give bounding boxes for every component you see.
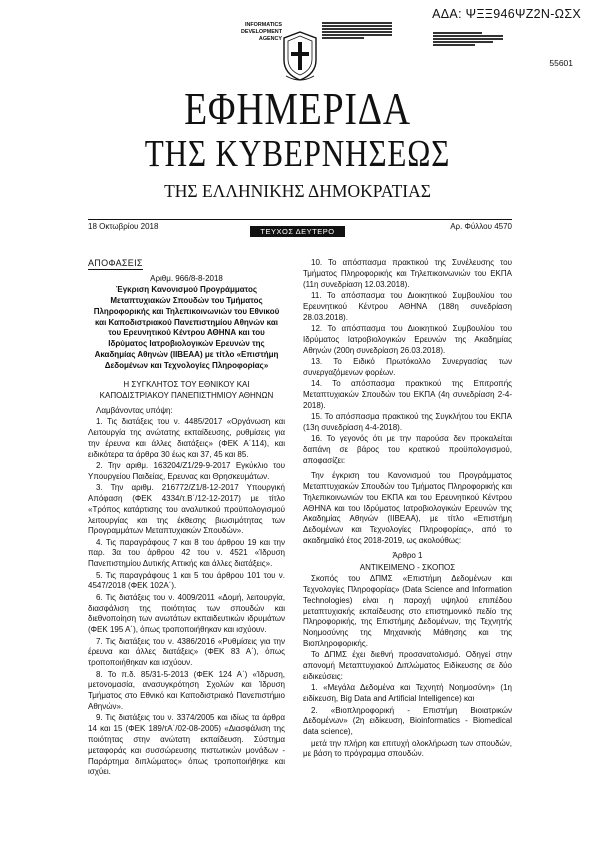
list-item: 13. Το Ειδικό Πρωτόκολλο Συνεργασίας των συνεργαζόμενων φορέων. (303, 356, 512, 377)
article-paragraph: Το ΔΠΜΣ έχει διεθνή προσανατολισμό. Οδηγεί στην απονομή Μεταπτυχιακού Διπλώματος Ειδίκευσης σε δύο ειδικεύσεις: (303, 650, 512, 682)
list-item: 6. Τις διατάξεις του ν. 4009/2011 «Δομή, λειτουργία, διασφάλιση της ποιότητας των σπουδών και διεθνοποίηση των ανωτάτων εκπαιδευτικών ιδρυμάτων (ΦΕΚ 195 Α΄), όπως τροποποιήθηκαν και ισχύουν. (88, 592, 285, 635)
agency-caption: INFORMATICS DEVELOPMENT AGENCY (240, 22, 282, 42)
list-item: 14. Το απόσπασμα πρακτικού της Επιτροπής Μεταπτυχιακών Σπουδών του ΕΚΠΑ (4η συνεδρίαση 2-4-2018). (303, 379, 512, 410)
issue-sheet-number: Αρ. Φύλλου 4570 (450, 222, 512, 231)
section-heading: ΑΠΟΦΑΣΕΙΣ (88, 258, 143, 268)
specialization-item: 2. «Βιοπληροφορική - Επιστήμη Βιοιατρικών Δεδομένων» (2η ειδίκευση, Bioinformatics - Biomedical data science), (303, 705, 512, 737)
decision-number: Αριθμ. 966/8-8-2018 (150, 273, 223, 283)
issuing-authority: Η ΣΥΓΚΛΗΤΟΣ ΤΟΥ ΕΘΝΙΚΟΥ ΚΑΙ ΚΑΠΟΔΙΣΤΡΙΑΚΟΥ ΠΑΝΕΠΙΣΤΗΜΙΟΥ ΑΘΗΝΩΝ (99, 380, 274, 400)
ada-code: ΑΔΑ: ΨΞΞ946ΨΖ2Ν-ΩΣΧ (432, 7, 581, 21)
list-item: 12. Το απόσπασμα του Διοικητικού Συμβουλίου του Ιδρύματος Ιατροβιολογικών Ερευνών της Ακαδημίας Αθηνών (200η συνεδρίαση 26.03.2018). (303, 323, 512, 355)
masthead-subtitle: ΤΗΣ ΚΥΒΕΡΝΗΣΕΩΣ (144, 133, 451, 175)
watermark-text-block (322, 22, 392, 39)
issue-volume: ΤΕΥΧΟΣ ΔΕΥΤΕΡΟ (250, 226, 344, 237)
list-item: 16. Το γεγονός ότι με την παρούσα δεν προκαλείται δαπάνη σε βάρος του κρατικού προϋπολογισμού, αποφασίζει: (303, 434, 512, 465)
approval-paragraph: Την έγκριση του Κανονισμού του Προγράμματος Μεταπτυχιακών Σπουδών του Τμήματος Πληροφορικής και Τηλεπικοινωνιών του ΕΚΠΑ και του Ερευνητικού Κέντρου ΑΘΗΝΑ και του Ιδρύματος Ιατροβιολογικών Ερευνών της Ακαδημίας Αθηνών (ΙΙΒΕΑΑ), με τίτλο «Επιστήμη Δεδομένων και Τεχνολογίες Πληροφορίας», από το ακαδημαϊκό έτος 2018-2019, ως ακολούθως: (303, 471, 512, 546)
list-item: 4. Τις παραγράφους 7 και 8 του άρθρου 19 και την παρ. 3α του άρθρου 42 του ν. 4521 «Ίδρυση Πανεπιστημίου Δυτικής Αττικής και άλλες διατάξεις». (88, 537, 285, 569)
republic-subtitle: ΤΗΣ ΕΛΛΗΝΙΚΗΣ ΔΗΜΟΚΡΑΤΙΑΣ (164, 181, 431, 201)
list-item: 15. Το απόσπασμα πρακτικού της Συγκλήτου του ΕΚΠΑ (13η συνεδρίαση 4-4-2018). (303, 412, 512, 432)
article-number: Άρθρο 1 (392, 551, 423, 561)
watermark-text-block-2 (433, 32, 503, 46)
right-column (303, 258, 512, 761)
greek-emblem-icon (280, 30, 320, 82)
list-item: 5. Τις παραγράφους 1 και 5 του άρθρου 101 του ν. 4547/2018 (ΦΕΚ 102Α΄). (88, 570, 285, 591)
specialization-item: 1. «Μεγάλα Δεδομένα και Τεχνητή Νοημοσύνη» (1η ειδίκευση, Big Data and Artificial Intelligence) και (303, 683, 512, 704)
article-title: ΑΝΤΙΚΕΙΜΕΝΟ - ΣΚΟΠΟΣ (359, 562, 456, 572)
list-item: 3. Την αριθμ. 216772/Ζ1/8-12-2017 Υπουργική Απόφαση (ΦΕΚ 4334/τ.Β΄/12-12-2017) με τίτλο «Τρόπος κατάρτισης του αναλυτικού προϋπολογισμού λειτουργίας και της έκθεσης βιωσιμότητας των Προγραμμάτων Μεταπτυχιακών Σπουδών». (88, 483, 285, 536)
left-column (88, 258, 285, 779)
issue-date: 18 Οκτωβρίου 2018 (88, 222, 159, 231)
list-item: 9. Τις διατάξεις του ν. 3374/2005 και ιδίως τα άρθρα 14 και 15 (ΦΕΚ 189/τΑ΄/02-08-2005) «Διασφάλιση της ποιότητας στην ανώτατη εκπαίδευση. Σύστημα μεταφοράς και συσσώρευσης πιστωτικών μονάδων - Παράρτημα διπλώματος» όπως τροποποιήθηκε και ισχύει. (88, 713, 285, 777)
reference-number: 55601 (549, 58, 573, 68)
list-item: 2. Την αριθμ. 163204/Ζ1/29-9-2017 Εγκύκλιο του Υπουργείου Παιδείας, Ερευνας και Θρησκευμάτων. (88, 460, 285, 481)
list-item: 10. Το απόσπασμα πρακτικού της Συνέλευσης του Τμήματος Πληροφορικής και Τηλεπικοινωνιών του ΕΚΠΑ (11η συνεδρίαση 12.03.2018). (303, 258, 512, 289)
decision-title: Έγκριση Κανονισμού Προγράμματος Μεταπτυχιακών Σπουδών του Τμήματος Πληροφορικής και Τηλεπικοινωνιών του Εθνικού και Καποδιστριακού Πανεπιστημίου Αθηνών και του Ερευνητικού Κέντρου ΑΘΗΝΑ και του Ιδρύματος Ιατροβιολογικών Ερευνών της Ακαδημίας Αθηνών (ΙΙΒΕΑΑ) με τίτλο «Επιστήμη Δεδομένων και Τεχνολογίες Πληροφορίας» (93, 285, 280, 370)
list-item: 1. Τις διατάξεις του ν. 4485/2017 «Οργάνωση και Λειτουργία της ανώτατης εκπαίδευσης, ρυθμίσεις για την έρευνα και άλλες διατάξεις» (ΦΕΚ Α΄114), και ειδικότερα τα άρθρα 30 έως και 37, 45 και 85. (88, 417, 285, 459)
issue-rule (88, 219, 512, 220)
article-paragraph: Σκοπός του ΔΠΜΣ «Επιστήμη Δεδομένων και Τεχνολογίες Πληροφορίας» (Data Science and Information Technologies) είναι η παροχή υψηλού επιπέδου μεταπτυχιακής εκπαίδευσης στο επιστημονικό πεδίο της Πληροφορικής, της Επιστήμης Δεδομένων, της Τεχνητής Νοημοσύνης της Μηχανικής Μάθησης και της Βιοπληροφορικής. (303, 574, 512, 649)
intro-text: Λαμβάνοντας υπόψη: (96, 405, 173, 415)
list-item: 7. Τις διατάξεις του ν. 4386/2016 «Ρυθμίσεις για την έρευνα και άλλες διατάξεις» (ΦΕΚ 83 Α΄), όπως τροποποιήθηκαν και ισχύουν. (88, 636, 285, 668)
closing-text: μετά την πλήρη και επιτυχή ολοκλήρωση των σπουδών, με βάση το πρόγραμμα σπουδών. (303, 738, 512, 759)
masthead-title: ΕΦΗΜΕΡΙΔΑ (184, 83, 411, 134)
list-item: 8. Το π.δ. 85/31-5-2013 (ΦΕΚ 124 Α΄) «Ίδρυση, μετονομασία, ανασυγκρότηση Σχολών και Ίδρυση Τμήματος στο Εθνικό και Καποδιστριακό Πανεπιστήμιο Αθηνών». (88, 669, 285, 712)
list-item: 11. Το απόσπασμα του Διοικητικού Συμβουλίου του Ερευνητικού Κέντρου ΑΘΗΝΑ (188η συνεδρίαση 28.03.2018). (303, 290, 512, 322)
